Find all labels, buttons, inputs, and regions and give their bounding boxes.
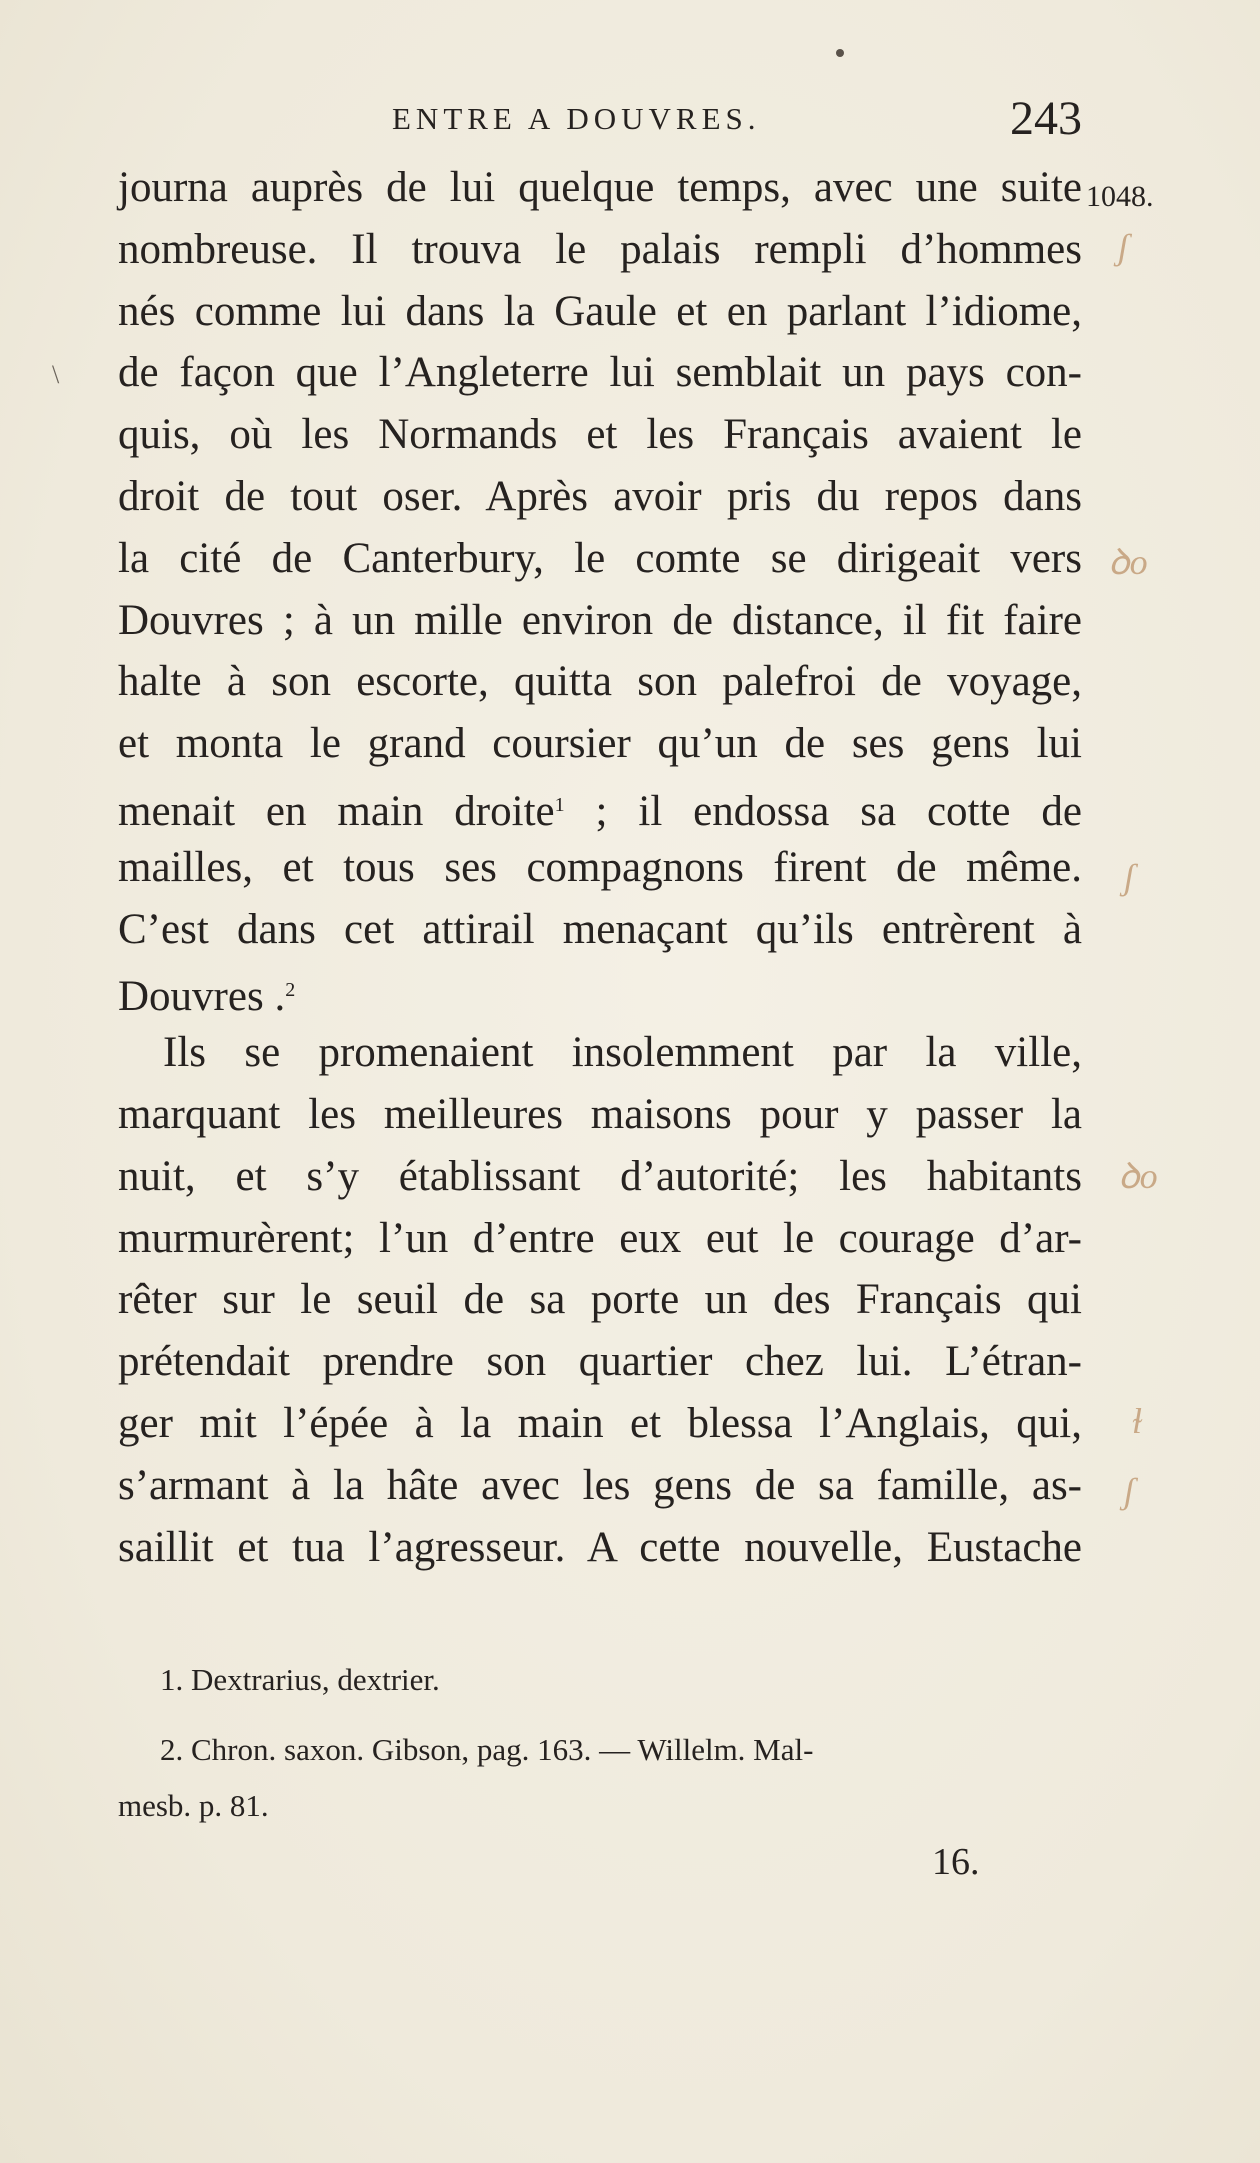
footnote-2-continued: mesb. p. 81. — [118, 1788, 269, 1823]
text-line: droit de tout oser. Après avoir pris du repos dans — [118, 472, 1082, 520]
text-line-with-footnote — [118, 775, 1082, 837]
pencil-mark: ꝺo — [1118, 1156, 1158, 1196]
text-line: nés comme lui dans la Gaule et en parlant l’idiome, — [118, 287, 1082, 335]
text-line: nuit, et s’y établissant d’autorité; les habitants — [118, 1152, 1082, 1200]
text-line: Douvres ; à un mille environ de distance, il fit faire — [118, 596, 1082, 644]
body-text — [118, 157, 1082, 1578]
text-line-part: ; il endossa sa cotte de — [564, 787, 1083, 835]
pencil-mark: ꝺo — [1108, 542, 1148, 582]
text-line-part: Douvres . — [118, 973, 286, 1021]
text-line: saillit et tua l’agresseur. A cette nouvelle, Eustache — [118, 1523, 1082, 1571]
footnote-1: 1. Dextrarius, dextrier. — [160, 1662, 440, 1697]
signature-mark: 16. — [932, 1841, 980, 1883]
footnote-ref: 2 — [285, 979, 296, 1002]
margin-year: 1048. — [1086, 180, 1154, 213]
ink-dot — [836, 49, 844, 57]
pencil-mark: ʃ — [1124, 1471, 1135, 1511]
footnotes — [118, 1652, 1082, 1834]
text-line: nombreuse. Il trouva le palais rempli d’hommes — [118, 225, 1082, 273]
text-line: C’est dans cet attirail menaçant qu’ils entrèrent à — [118, 905, 1082, 953]
running-head: ENTRE A DOUVRES. — [392, 101, 761, 136]
page-number: 243 — [1010, 92, 1082, 145]
text-line: et monta le grand coursier qu’un de ses gens lui — [118, 720, 1082, 768]
footnote-ref: 1 — [554, 793, 565, 816]
pencil-mark: ɫ — [1132, 1401, 1143, 1441]
text-line-with-footnote — [118, 960, 1082, 1022]
paragraph-first-line: Ils se promenaient insolemment par la ville, — [163, 1029, 1082, 1077]
text-line: murmurèrent; l’un d’entre eux eut le courage d’ar- — [118, 1214, 1082, 1262]
text-line-part: menait en main droite — [118, 787, 555, 835]
text-line: prétendait prendre son quartier chez lui. L’étran- — [118, 1338, 1082, 1386]
text-line: quis, où les Normands et les Français avaient le — [118, 411, 1082, 459]
margin-mark: \ — [52, 360, 60, 389]
text-line: mailles, et tous ses compagnons firent de même. — [118, 843, 1082, 891]
text-line: s’armant à la hâte avec les gens de sa famille, as- — [118, 1461, 1082, 1509]
text-line: la cité de Canterbury, le comte se dirigeait vers — [118, 534, 1082, 582]
text-line: journa auprès de lui quelque temps, avec une suite — [118, 164, 1082, 211]
text-line: rêter sur le seuil de sa porte un des Français qui — [118, 1276, 1082, 1324]
text-line: ger mit l’épée à la main et blessa l’Anglais, qui, — [118, 1399, 1082, 1447]
text-line: marquant les meilleures maisons pour y passer la — [118, 1090, 1082, 1138]
text-line: de façon que l’Angleterre lui semblait un pays con- — [118, 349, 1082, 397]
text-line: halte à son escorte, quitta son palefroi de voyage, — [118, 658, 1082, 706]
footnote-2: 2. Chron. saxon. Gibson, pag. 163. — Willelm. Mal- — [160, 1732, 814, 1767]
pencil-mark: ʃ — [1124, 857, 1135, 897]
pencil-mark: ʃ — [1118, 227, 1129, 267]
